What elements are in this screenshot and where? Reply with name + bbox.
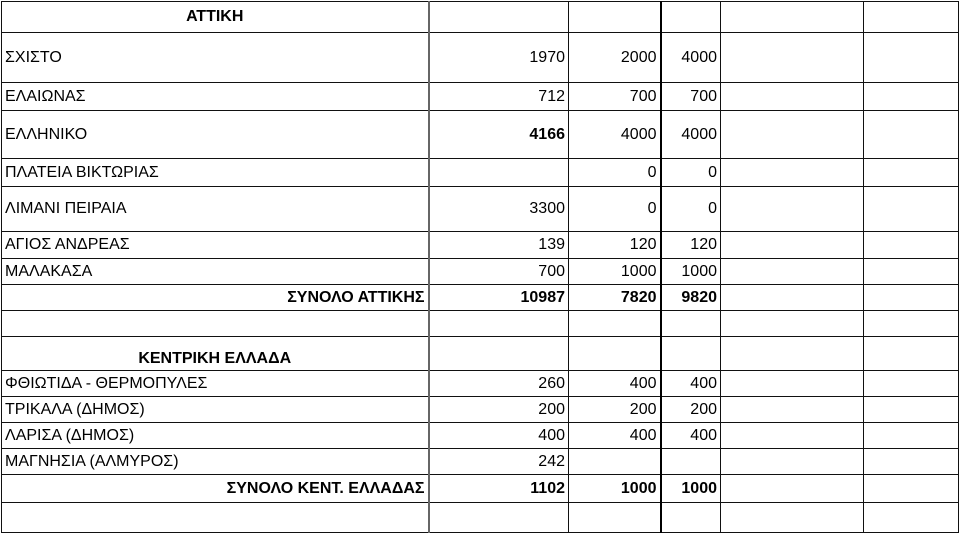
value-cell-1[interactable]: 242 — [429, 449, 569, 475]
empty-cell[interactable] — [864, 449, 959, 475]
table-row — [2, 259, 959, 285]
row-name-cell[interactable]: ΛΙΜΑΝΙ ΠΕΙΡΑΙΑ — [2, 187, 429, 232]
empty-cell[interactable] — [864, 337, 959, 371]
value-cell-1[interactable]: 200 — [429, 397, 569, 423]
value-cell-2[interactable] — [569, 449, 661, 475]
empty-cell[interactable] — [721, 259, 864, 285]
row-name-cell[interactable]: ΜΑΛΑΚΑΣΑ — [2, 259, 429, 285]
value-cell-2[interactable]: 120 — [569, 232, 661, 259]
value-cell-2[interactable]: 0 — [569, 159, 661, 187]
empty-cell[interactable] — [429, 503, 569, 533]
empty-cell[interactable] — [661, 311, 721, 337]
total-value-2[interactable]: 1000 — [569, 475, 661, 503]
value-cell-1[interactable]: 1970 — [429, 33, 569, 83]
empty-cell[interactable] — [721, 285, 864, 311]
empty-cell[interactable] — [429, 337, 569, 371]
value-cell-3[interactable]: 200 — [661, 397, 721, 423]
total-label[interactable]: ΣΥΝΟΛΟ ΚΕΝΤ. ΕΛΛΑΔΑΣ — [2, 475, 429, 503]
value-cell-3[interactable]: 0 — [661, 187, 721, 232]
empty-cell[interactable] — [864, 111, 959, 159]
empty-cell[interactable] — [864, 187, 959, 232]
value-cell-3[interactable]: 400 — [661, 371, 721, 397]
empty-cell[interactable] — [864, 423, 959, 449]
empty-cell[interactable] — [721, 232, 864, 259]
row-name-cell[interactable]: ΤΡΙΚΑΛΑ (ΔΗΜΟΣ) — [2, 397, 429, 423]
table-row — [2, 83, 959, 111]
empty-cell[interactable] — [864, 475, 959, 503]
row-name-cell[interactable]: ΠΛΑΤΕΙΑ ΒΙΚΤΩΡΙΑΣ — [2, 159, 429, 187]
table-row — [2, 423, 959, 449]
empty-cell[interactable] — [661, 2, 721, 33]
section-title[interactable]: ΚΕΝΤΡΙΚΗ ΕΛΛΑΔΑ — [2, 337, 429, 371]
empty-cell[interactable] — [721, 423, 864, 449]
empty-cell[interactable] — [429, 311, 569, 337]
value-cell-3[interactable]: 700 — [661, 83, 721, 111]
empty-cell[interactable] — [429, 2, 569, 33]
value-cell-3[interactable]: 120 — [661, 232, 721, 259]
empty-cell[interactable] — [721, 187, 864, 232]
value-cell-1[interactable]: 260 — [429, 371, 569, 397]
empty-cell[interactable] — [721, 449, 864, 475]
value-cell-2[interactable]: 2000 — [569, 33, 661, 83]
empty-cell[interactable] — [864, 33, 959, 83]
empty-cell[interactable] — [721, 503, 864, 533]
value-cell-3[interactable] — [661, 449, 721, 475]
table-row — [2, 397, 959, 423]
blank-row — [2, 311, 959, 337]
row-name-cell[interactable]: ΑΓΙΟΣ ΑΝΔΡΕΑΣ — [2, 232, 429, 259]
empty-cell[interactable] — [661, 337, 721, 371]
empty-cell[interactable] — [569, 503, 661, 533]
row-name-cell[interactable]: ΕΛΛΗΝΙΚΟ — [2, 111, 429, 159]
row-name-cell[interactable]: ΜΑΓΝΗΣΙΑ (ΑΛΜΥΡΟΣ) — [2, 449, 429, 475]
empty-cell[interactable] — [864, 311, 959, 337]
empty-cell[interactable] — [864, 397, 959, 423]
spreadsheet-table — [1, 1, 959, 533]
empty-cell[interactable] — [569, 337, 661, 371]
empty-cell[interactable] — [721, 2, 864, 33]
value-cell-1[interactable] — [429, 159, 569, 187]
value-cell-2[interactable]: 400 — [569, 423, 661, 449]
value-cell-2[interactable]: 4000 — [569, 111, 661, 159]
empty-cell[interactable] — [864, 83, 959, 111]
row-name-cell[interactable]: ΛΑΡΙΣΑ (ΔΗΜΟΣ) — [2, 423, 429, 449]
table-row — [2, 33, 959, 83]
total-label[interactable]: ΣΥΝΟΛΟ ΑΤΤΙΚΗΣ — [2, 285, 429, 311]
total-value-1[interactable]: 1102 — [429, 475, 569, 503]
empty-cell[interactable] — [864, 159, 959, 187]
empty-cell[interactable] — [864, 259, 959, 285]
section-header-row — [2, 337, 959, 371]
empty-cell[interactable] — [721, 33, 864, 83]
empty-cell[interactable] — [721, 311, 864, 337]
empty-cell[interactable] — [721, 475, 864, 503]
section-header-row — [2, 2, 959, 33]
row-name-cell[interactable]: ΣΧΙΣΤΟ — [2, 33, 429, 83]
empty-cell[interactable] — [2, 503, 429, 533]
value-cell-3[interactable]: 400 — [661, 423, 721, 449]
empty-cell[interactable] — [2, 311, 429, 337]
total-value-2[interactable]: 7820 — [569, 285, 661, 311]
total-value-3[interactable]: 9820 — [661, 285, 721, 311]
value-cell-3[interactable]: 0 — [661, 159, 721, 187]
empty-cell[interactable] — [864, 2, 959, 33]
value-cell-1[interactable]: 400 — [429, 423, 569, 449]
value-cell-2[interactable]: 700 — [569, 83, 661, 111]
table-row — [2, 111, 959, 159]
value-cell-2[interactable]: 200 — [569, 397, 661, 423]
value-cell-3[interactable]: 4000 — [661, 111, 721, 159]
total-row — [2, 285, 959, 311]
value-cell-1[interactable]: 700 — [429, 259, 569, 285]
table-row — [2, 232, 959, 259]
empty-cell[interactable] — [721, 337, 864, 371]
empty-cell[interactable] — [721, 371, 864, 397]
empty-cell[interactable] — [864, 285, 959, 311]
value-cell-1[interactable]: 4166 — [429, 111, 569, 159]
row-name-cell[interactable]: ΕΛΑΙΩΝΑΣ — [2, 83, 429, 111]
empty-cell[interactable] — [721, 397, 864, 423]
table-row — [2, 449, 959, 475]
table-row — [2, 159, 959, 187]
total-value-1[interactable]: 10987 — [429, 285, 569, 311]
blank-row — [2, 503, 959, 533]
empty-cell[interactable] — [721, 83, 864, 111]
empty-cell[interactable] — [864, 232, 959, 259]
empty-cell[interactable] — [721, 111, 864, 159]
empty-cell[interactable] — [721, 159, 864, 187]
table-row — [2, 187, 959, 232]
value-cell-2[interactable]: 0 — [569, 187, 661, 232]
value-cell-2[interactable]: 1000 — [569, 259, 661, 285]
value-cell-2[interactable]: 400 — [569, 371, 661, 397]
empty-cell[interactable] — [864, 503, 959, 533]
value-cell-3[interactable]: 4000 — [661, 33, 721, 83]
value-cell-1[interactable]: 139 — [429, 232, 569, 259]
empty-cell[interactable] — [569, 2, 661, 33]
empty-cell[interactable] — [661, 503, 721, 533]
row-name-cell[interactable]: ΦΘΙΩΤΙΔΑ - ΘΕΡΜΟΠΥΛΕΣ — [2, 371, 429, 397]
section-title[interactable]: ΑΤΤΙΚΗ — [2, 2, 429, 33]
value-cell-1[interactable]: 712 — [429, 83, 569, 111]
empty-cell[interactable] — [569, 311, 661, 337]
empty-cell[interactable] — [864, 371, 959, 397]
total-value-3[interactable]: 1000 — [661, 475, 721, 503]
value-cell-3[interactable]: 1000 — [661, 259, 721, 285]
total-row — [2, 475, 959, 503]
value-cell-1[interactable]: 3300 — [429, 187, 569, 232]
table-row — [2, 371, 959, 397]
